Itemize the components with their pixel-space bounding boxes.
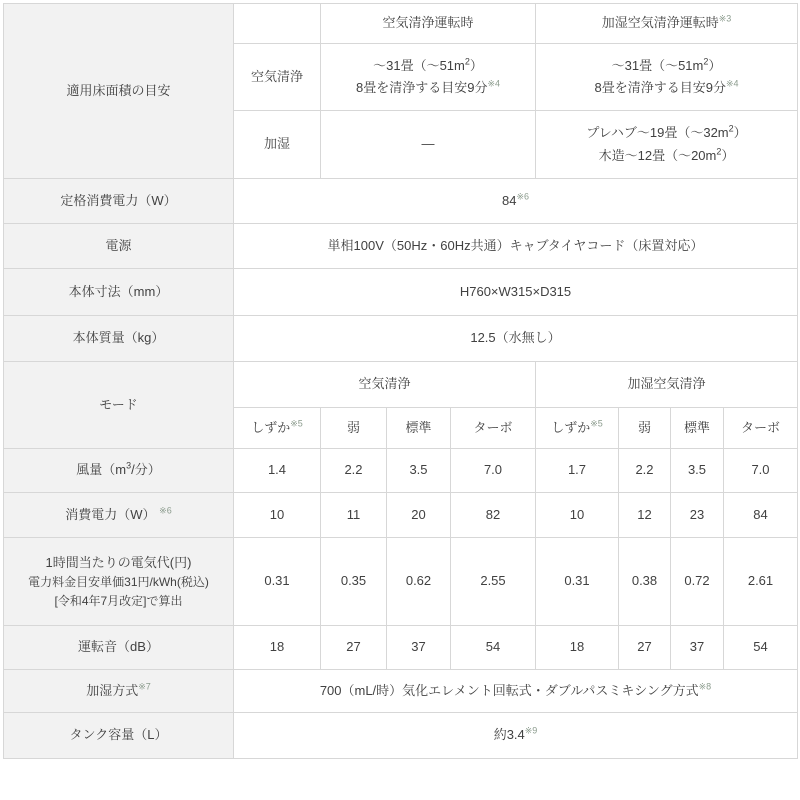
footnote-sup: ※5 <box>590 418 603 429</box>
mode-header-cell: 標準 <box>387 408 451 449</box>
power-value-cell: 11 <box>321 493 387 538</box>
sub-label-humidify: 加湿 <box>234 111 321 179</box>
value-line-2: 木造～12畳$(\sim 20m^2)$ <box>598 146 735 163</box>
row-humidify-method <box>4 670 798 713</box>
unit-sup: 3 <box>126 461 132 472</box>
row-label-power-source: 電源 <box>4 224 234 269</box>
col-header-text: 空気清浄運転時 <box>382 15 474 31</box>
corner-cell <box>234 4 321 44</box>
row-label-mode: モード <box>4 362 234 449</box>
noise-value-cell: 37 <box>387 626 451 670</box>
row-operation-headers <box>4 4 798 44</box>
noise-value-cell: 27 <box>619 626 671 670</box>
footnote-sup: ※9 <box>524 726 538 737</box>
col-header-humid-air-clean-operation <box>536 4 798 44</box>
cost-value-cell: 0.35 <box>321 538 387 626</box>
unit-sup: 2 <box>703 56 709 67</box>
airflow-value-cell: 3.5 <box>671 449 724 493</box>
floor-area-air-clean-value-1 <box>321 44 536 111</box>
airflow-value-cell: 1.4 <box>234 449 321 493</box>
footnote-sup: ※6 <box>516 191 529 202</box>
cost-value-cell: 2.55 <box>451 538 536 626</box>
footnote-sup: ※7 <box>138 681 151 692</box>
row-rated-power <box>4 179 798 224</box>
cost-label-line-1: 1時間当たりの電気代(円) <box>45 554 192 570</box>
airflow-value-cell: 7.0 <box>451 449 536 493</box>
row-label-airflow: 風量（$m^3/$分） <box>4 449 234 493</box>
cost-label-line-3: [令和4年7月改定]で算出 <box>54 593 183 608</box>
mode-header-cell: ターボ <box>451 408 536 449</box>
cost-value-cell: 0.62 <box>387 538 451 626</box>
power-value-cell: 12 <box>619 493 671 538</box>
row-label-floor-area: 適用床面積の目安 <box>4 4 234 179</box>
unit-sup: 2 <box>716 146 722 157</box>
noise-value-cell: 18 <box>536 626 619 670</box>
footnote-sup: ※6 <box>159 505 172 516</box>
rated-power-value: 84$^{※6}$ <box>234 179 798 224</box>
humidify-method-value: 700（mL/時）気化エレメント回転式・ダブルパスミキシング方式$^{※8}$ <box>234 670 798 713</box>
row-airflow <box>4 449 798 493</box>
cost-value-cell: 2.61 <box>724 538 798 626</box>
row-label-dimensions: 本体寸法（mm） <box>4 269 234 316</box>
unit-sup: 2 <box>728 124 734 135</box>
row-electricity-cost <box>4 538 798 626</box>
noise-value-cell: 18 <box>234 626 321 670</box>
airflow-value-cell: 7.0 <box>724 449 798 493</box>
col-header-air-clean-operation <box>321 4 536 44</box>
cost-value-cell: 0.72 <box>671 538 724 626</box>
cost-label-line-2: 電力料金目安単価31円/kWh(税込) <box>28 574 209 589</box>
value-line-2: 8畳を清浄する目安9分$^{※4}$ <box>355 78 500 95</box>
row-weight <box>4 316 798 362</box>
cost-value-cell: 0.38 <box>619 538 671 626</box>
power-value-cell: 10 <box>234 493 321 538</box>
airflow-value-cell: 1.7 <box>536 449 619 493</box>
row-tank-capacity <box>4 713 798 759</box>
spec-table <box>3 3 798 759</box>
airflow-value-cell: 2.2 <box>619 449 671 493</box>
row-power-consumption <box>4 493 798 538</box>
footnote-sup: ※4 <box>725 78 739 89</box>
noise-value-cell: 27 <box>321 626 387 670</box>
row-mode-groups <box>4 362 798 408</box>
row-label-electricity-cost <box>4 538 234 626</box>
footnote-sup: ※4 <box>487 78 500 89</box>
row-label-noise: 運転音（dB） <box>4 626 234 670</box>
mode-group-air-clean: 空気清浄 <box>234 362 536 408</box>
power-value-cell: 10 <box>536 493 619 538</box>
mode-header-cell: しずか$^{※5}$ <box>536 408 619 449</box>
cost-value-cell: 0.31 <box>536 538 619 626</box>
noise-value-cell: 37 <box>671 626 724 670</box>
airflow-value-cell: 2.2 <box>321 449 387 493</box>
power-value-cell: 84 <box>724 493 798 538</box>
dimensions-value: H760×W315×D315 <box>234 269 798 316</box>
tank-capacity-value: 約3.4$^{※9}$ <box>234 713 798 759</box>
footnote-sup: ※8 <box>698 681 712 692</box>
cost-value-cell: 0.31 <box>234 538 321 626</box>
noise-value-cell: 54 <box>451 626 536 670</box>
mode-header-cell: 弱 <box>321 408 387 449</box>
mode-group-humid-air-clean: 加湿空気清浄 <box>536 362 798 408</box>
mode-header-cell: 標準 <box>671 408 724 449</box>
noise-value-cell: 54 <box>724 626 798 670</box>
col-header-text: 加湿空気清浄運転時 <box>601 15 719 31</box>
value-line-1: プレハブ～19畳$(\sim 32m^2)$ <box>586 124 747 141</box>
footnote-sup: ※5 <box>290 418 303 429</box>
value-line-1: ～31畳$(\sim 51m^2)$ <box>373 56 483 73</box>
mode-header-cell: 弱 <box>619 408 671 449</box>
floor-area-humidify-dash: ― <box>321 111 536 179</box>
airflow-value-cell: 3.5 <box>387 449 451 493</box>
row-label-power-consumption: 消費電力（W） $^{※6}$ <box>4 493 234 538</box>
weight-value: 12.5（水無し） <box>234 316 798 362</box>
row-label-humidify-method: 加湿方式$^{※7}$ <box>4 670 234 713</box>
mode-header-cell: しずか$^{※5}$ <box>234 408 321 449</box>
sub-label-air-clean: 空気清浄 <box>234 44 321 111</box>
row-label-rated-power: 定格消費電力（W） <box>4 179 234 224</box>
mode-header-cell: ターボ <box>724 408 798 449</box>
row-dimensions <box>4 269 798 316</box>
power-value-cell: 82 <box>451 493 536 538</box>
row-noise <box>4 626 798 670</box>
floor-area-humidify-value <box>536 111 798 179</box>
row-power-source <box>4 224 798 269</box>
power-source-value: 単相100V（50Hz・60Hz共通）キャブタイヤコード（床置対応） <box>234 224 798 269</box>
power-value-cell: 20 <box>387 493 451 538</box>
floor-area-air-clean-value-2 <box>536 44 798 111</box>
row-label-tank-capacity: タンク容量（L） <box>4 713 234 759</box>
power-value-cell: 23 <box>671 493 724 538</box>
unit-sup: 2 <box>464 56 470 67</box>
value-line-1: ～31畳$(\sim 51m^2)$ <box>611 56 722 73</box>
row-label-weight: 本体質量（kg） <box>4 316 234 362</box>
value-line-2: 8畳を清浄する目安9分$^{※4}$ <box>594 78 739 95</box>
footnote-sup: ※3 <box>718 14 732 25</box>
